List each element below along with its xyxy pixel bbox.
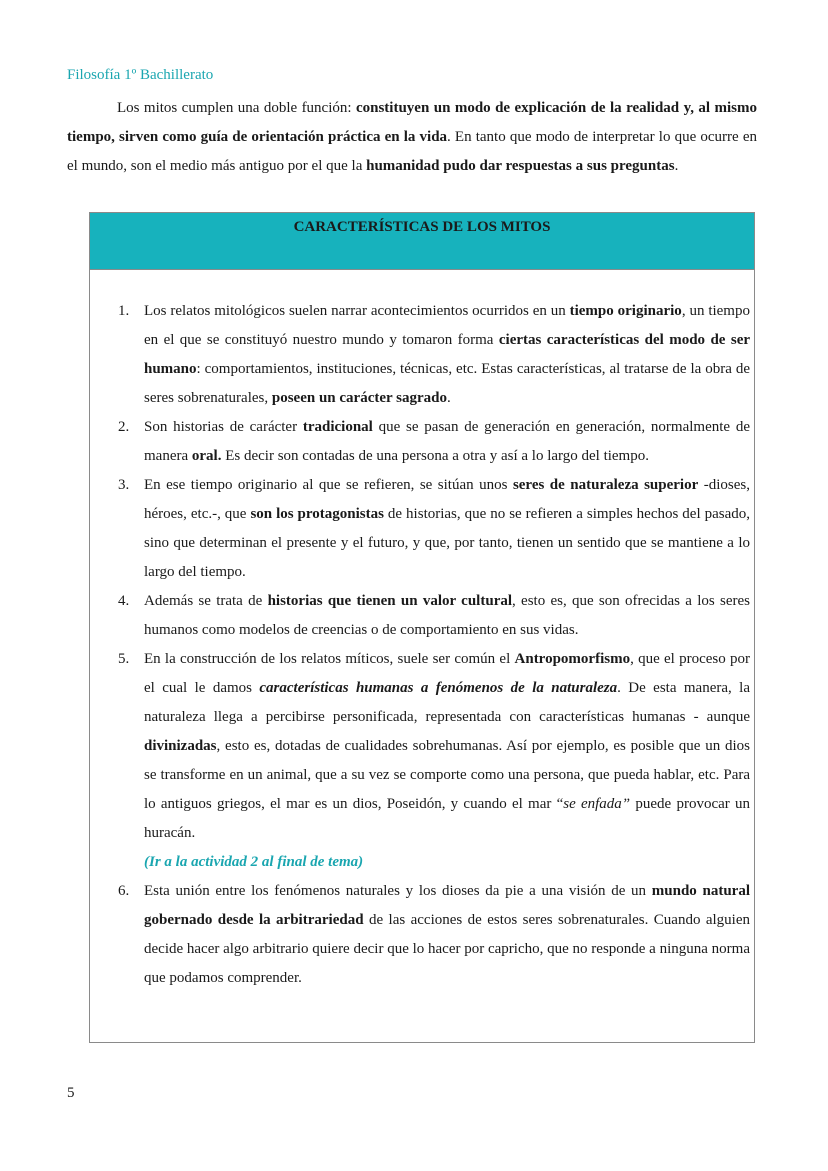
list-item: [90, 877, 754, 993]
item-bold-italic-text: características humanas a fenómenos de la naturaleza: [259, 680, 618, 696]
item-bold-text: Antropomorfismo: [514, 651, 631, 667]
item-bold-text: seres de naturaleza superior: [512, 477, 699, 493]
item-text: Es decir son contadas de una persona a otra y así a lo largo del tiempo.: [221, 448, 649, 464]
item-text: En ese tiempo originario al que se refieren, se sitúan unos: [144, 477, 513, 493]
item-text: , que el proceso por el cual le damos: [144, 651, 750, 696]
intro-bold-text: humanidad pudo dar respuestas a sus preguntas: [366, 158, 675, 174]
item-text: .: [447, 390, 451, 406]
item-text: . De esta manera, la naturaleza llega a percibirse personificada, representada con características humanas - aunque: [144, 680, 751, 725]
list-item: [90, 413, 754, 471]
item-text: , esto es, que son ofrecidas a los seres humanos como modelos de creencias o de comportamiento en sus vidas.: [144, 593, 750, 638]
item-text: -dioses, héroes, etc.-, que: [144, 477, 750, 522]
intro-text: .: [674, 158, 679, 174]
item-text: Los relatos mitológicos suelen narrar acontecimientos ocurridos en un: [144, 303, 570, 319]
item-text: Además se trata de: [144, 593, 268, 609]
item-bold-text: tradicional: [302, 419, 373, 435]
list-item: [90, 587, 754, 645]
item-bold-text: ciertas características del modo de ser humano: [144, 332, 751, 377]
item-number: 5.: [118, 651, 130, 667]
item-bold-text: divinizadas: [144, 738, 217, 754]
item-text: Esta unión entre los fenómenos naturales y los dioses da pie a una visión de un: [144, 883, 652, 899]
item-text: : comportamientos, instituciones, técnicas, etc. Estas características, al tratarse de la obra de seres sobrenaturales,: [144, 361, 750, 406]
intro-bold-text: constituyen un modo de explicación de la realidad y, al mismo tiempo, sirven como guía de orientación práctica en la vida: [67, 100, 757, 145]
box-title: CARACTERÍSTICAS DE LOS MITOS: [90, 213, 754, 270]
item-bold-text: son los protagonistas: [250, 506, 384, 522]
item-bold-text: poseen un carácter sagrado: [271, 390, 447, 406]
intro-text: Los mitos cumplen una doble función:: [117, 100, 356, 116]
item-text: de historias, que no se refieren a simples hechos del pasado, sino que determinan el presente y el futuro, y que, por tanto, tienen un sentido que se mantiene a lo largo del tiempo.: [144, 506, 750, 580]
item-text: , un tiempo en el que se constituyó nuestro mundo y tomaron forma: [144, 303, 750, 348]
item-number: 2.: [118, 419, 130, 435]
intro-text: . En tanto que modo de interpretar lo que ocurre en el mundo, son el medio más antiguo por el que la: [67, 129, 757, 174]
item-italic-text: se enfada”: [563, 796, 631, 812]
characteristics-box: [89, 212, 755, 1043]
item-number: 1.: [118, 303, 130, 319]
item-text: En la construcción de los relatos míticos, suele ser común el: [144, 651, 515, 667]
item-bold-text: tiempo originario: [569, 303, 682, 319]
item-text: , esto es, dotadas de cualidades sobrehumanas. Así por ejemplo, es posible que un dios se transforme en un animal, que a su vez se comporte como una persona, que pueda hablar, etc. Para lo antiguos griegos, el mar es un dios, Poseidón, y cuando el mar “: [144, 738, 750, 812]
list-item: [90, 297, 754, 413]
item-number: 3.: [118, 477, 130, 493]
characteristics-list: [90, 297, 754, 993]
intro-paragraph: [67, 94, 757, 181]
item-number: 6.: [118, 883, 130, 899]
activity-link[interactable]: (Ir a la actividad 2 al final de tema): [144, 854, 364, 870]
page-number: 5: [67, 1085, 75, 1101]
item-number: 4.: [118, 593, 130, 609]
list-item: [90, 645, 754, 877]
item-text: Son historias de carácter: [144, 419, 303, 435]
item-text: puede provocar un huracán.: [144, 796, 750, 841]
document-header: Filosofía 1º Bachillerato: [67, 67, 214, 83]
item-bold-text: historias que tienen un valor cultural: [267, 593, 513, 609]
item-bold-text: mundo natural gobernado desde la arbitrariedad: [144, 883, 750, 928]
item-bold-text: oral.: [191, 448, 222, 464]
item-text: de las acciones de estos seres sobrenaturales. Cuando alguien decide hacer algo arbitrario quiere decir que lo hacer por capricho, que no responde a ninguna norma que podamos comprender.: [144, 912, 751, 986]
item-text: que se pasan de generación en generación, normalmente de manera: [144, 419, 750, 464]
list-item: [90, 471, 754, 587]
